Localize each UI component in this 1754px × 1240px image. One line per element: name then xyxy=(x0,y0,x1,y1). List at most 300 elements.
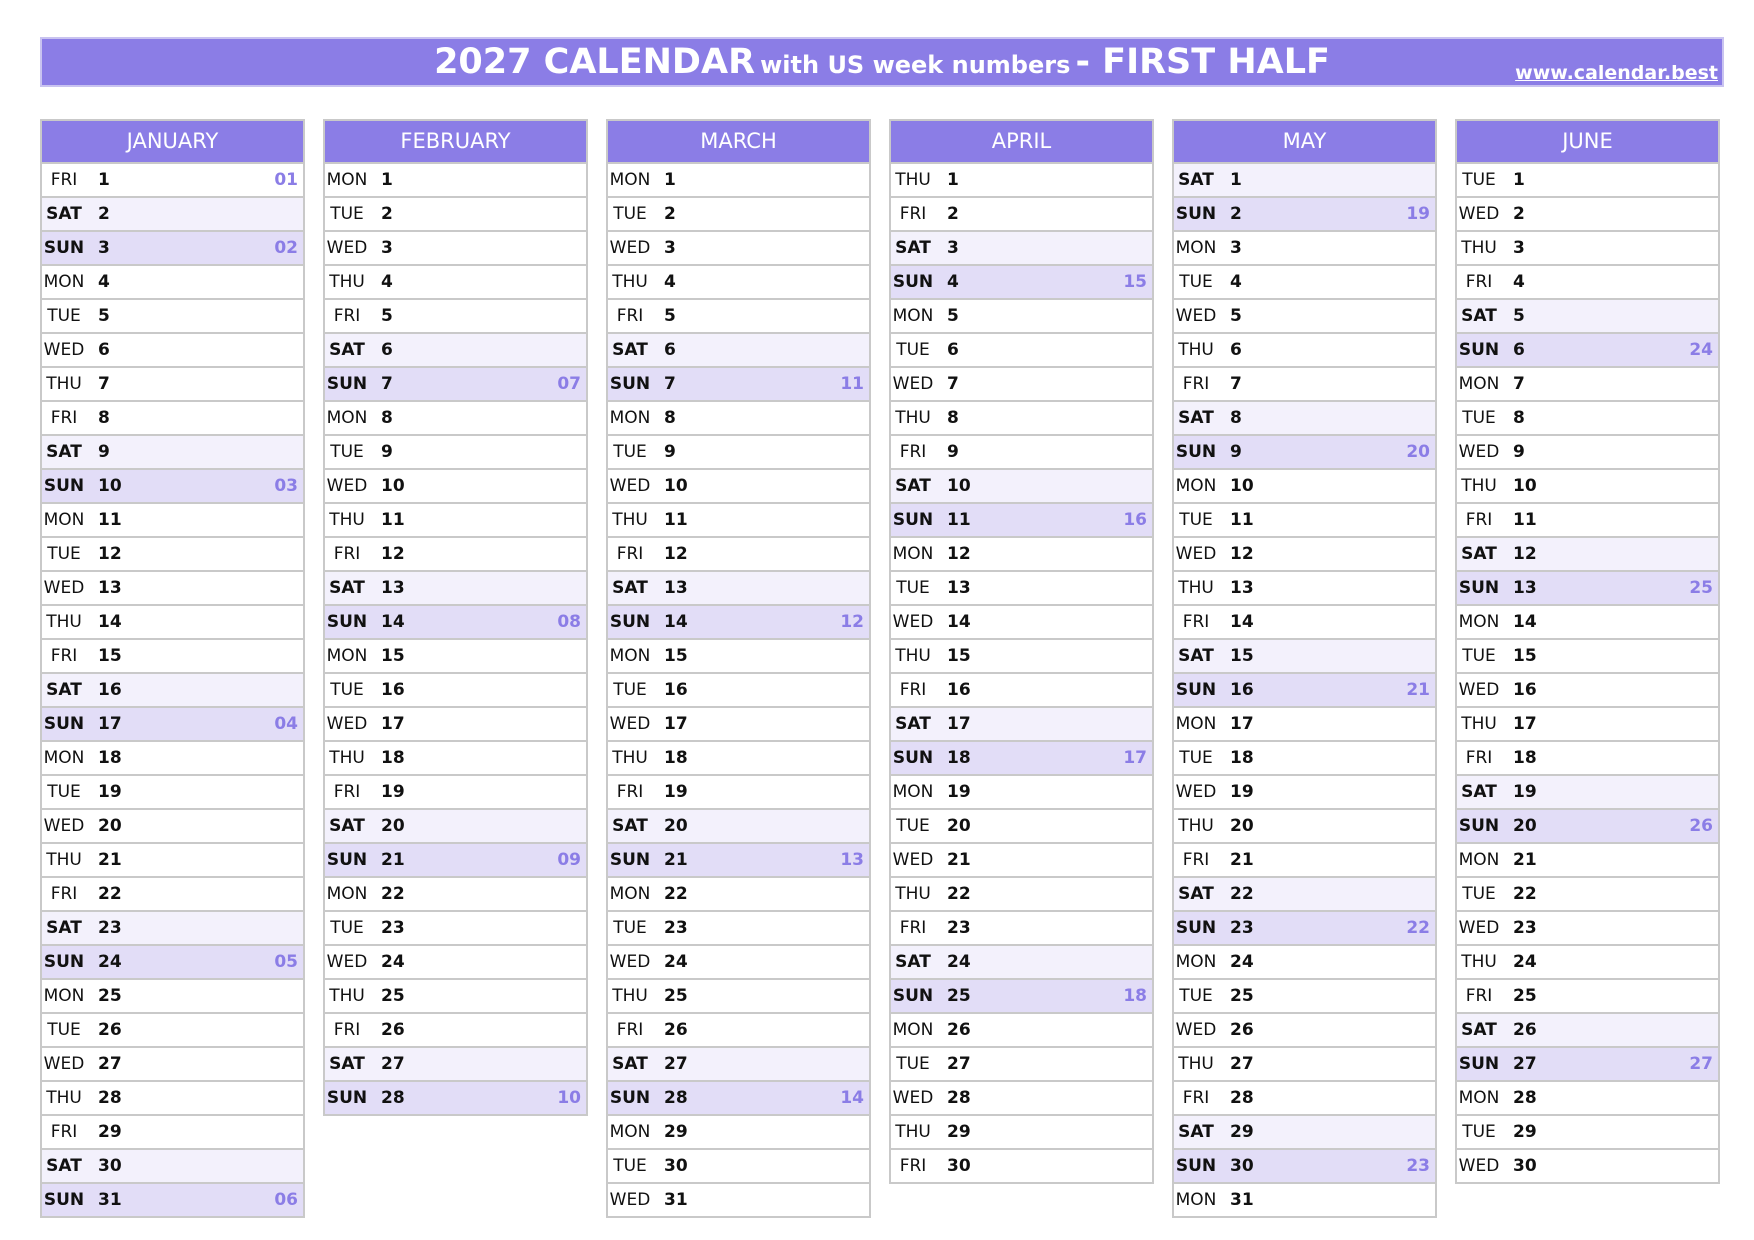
day-number: 4 xyxy=(381,272,393,292)
day-row xyxy=(608,878,869,912)
day-row xyxy=(891,538,1152,572)
day-row xyxy=(1174,1048,1435,1082)
day-row xyxy=(608,742,869,776)
weekday-label: TUE xyxy=(1179,748,1213,768)
weekday-label: WED xyxy=(1458,1156,1500,1176)
weekday-label: TUE xyxy=(330,680,364,700)
day-number: 30 xyxy=(1513,1156,1537,1176)
weekday-label: SUN xyxy=(1175,680,1217,700)
day-number: 16 xyxy=(947,680,971,700)
day-number: 26 xyxy=(947,1020,971,1040)
weekday-label: SUN xyxy=(609,1088,651,1108)
day-number: 23 xyxy=(947,918,971,938)
weekday-label: SUN xyxy=(326,850,368,870)
weekday-label: MON xyxy=(1458,374,1500,394)
weekday-label: SUN xyxy=(43,476,85,496)
day-row xyxy=(42,810,303,844)
day-number: 20 xyxy=(664,816,688,836)
day-number: 18 xyxy=(1230,748,1254,768)
day-number: 10 xyxy=(947,476,971,496)
day-row xyxy=(42,1082,303,1116)
day-row xyxy=(1174,878,1435,912)
weekday-label: SUN xyxy=(326,374,368,394)
day-number: 20 xyxy=(98,816,122,836)
day-row xyxy=(42,232,303,266)
day-number: 25 xyxy=(947,986,971,1006)
week-number: 19 xyxy=(1406,204,1430,224)
day-row xyxy=(891,164,1152,198)
day-row xyxy=(608,912,869,946)
day-number: 17 xyxy=(947,714,971,734)
day-number: 17 xyxy=(1513,714,1537,734)
day-number: 27 xyxy=(947,1054,971,1074)
day-row xyxy=(891,912,1152,946)
day-number: 10 xyxy=(1230,476,1254,496)
day-row xyxy=(608,980,869,1014)
day-number: 8 xyxy=(947,408,959,428)
weekday-label: THU xyxy=(1178,1054,1214,1074)
day-number: 21 xyxy=(1230,850,1254,870)
weekday-label: TUE xyxy=(613,1156,647,1176)
weekday-label: SAT xyxy=(612,340,648,360)
day-number: 11 xyxy=(1230,510,1254,530)
weekday-label: SAT xyxy=(46,680,82,700)
day-number: 15 xyxy=(1513,646,1537,666)
weekday-label: FRI xyxy=(616,544,644,564)
weekday-label: THU xyxy=(46,850,82,870)
day-row xyxy=(325,674,586,708)
day-number: 25 xyxy=(664,986,688,1006)
weekday-label: WED xyxy=(1175,306,1217,326)
weekday-label: SUN xyxy=(1458,340,1500,360)
day-row xyxy=(42,1150,303,1184)
weekday-label: SAT xyxy=(612,816,648,836)
day-number: 10 xyxy=(381,476,405,496)
day-number: 9 xyxy=(947,442,959,462)
day-row xyxy=(1457,436,1718,470)
day-number: 24 xyxy=(98,952,122,972)
day-number: 4 xyxy=(1230,272,1242,292)
week-number: 20 xyxy=(1406,442,1430,462)
day-row xyxy=(608,708,869,742)
day-row xyxy=(891,810,1152,844)
day-row xyxy=(1174,1082,1435,1116)
day-row xyxy=(325,368,586,402)
weekday-label: TUE xyxy=(47,782,81,802)
day-row xyxy=(891,878,1152,912)
weekday-label: TUE xyxy=(613,918,647,938)
day-row xyxy=(608,470,869,504)
day-row xyxy=(42,640,303,674)
day-row xyxy=(608,810,869,844)
day-row xyxy=(1457,1048,1718,1082)
weekday-label: SAT xyxy=(1178,1122,1214,1142)
weekday-label: FRI xyxy=(50,884,78,904)
weekday-label: SUN xyxy=(892,272,934,292)
day-row xyxy=(42,1116,303,1150)
day-row xyxy=(1457,1116,1718,1150)
day-number: 27 xyxy=(1230,1054,1254,1074)
day-row xyxy=(1457,368,1718,402)
day-number: 10 xyxy=(98,476,122,496)
weekday-label: THU xyxy=(612,748,648,768)
day-number: 11 xyxy=(98,510,122,530)
day-number: 1 xyxy=(381,170,393,190)
day-number: 11 xyxy=(1513,510,1537,530)
day-number: 28 xyxy=(664,1088,688,1108)
day-row xyxy=(608,368,869,402)
day-number: 5 xyxy=(947,306,959,326)
day-number: 15 xyxy=(664,646,688,666)
weekday-label: TUE xyxy=(47,306,81,326)
weekday-label: SAT xyxy=(1178,646,1214,666)
weekday-label: THU xyxy=(895,1122,931,1142)
weekday-label: FRI xyxy=(1182,1088,1210,1108)
day-number: 29 xyxy=(1513,1122,1537,1142)
weekday-label: WED xyxy=(43,816,85,836)
weekday-label: MON xyxy=(1458,1088,1500,1108)
day-row xyxy=(608,640,869,674)
day-number: 1 xyxy=(1513,170,1525,190)
day-number: 6 xyxy=(947,340,959,360)
day-row xyxy=(325,606,586,640)
weekday-label: WED xyxy=(326,952,368,972)
weekday-label: WED xyxy=(1175,1020,1217,1040)
weekday-label: SUN xyxy=(1458,578,1500,598)
day-row xyxy=(1174,674,1435,708)
weekday-label: SAT xyxy=(895,952,931,972)
title-half: - FIRST HALF xyxy=(1075,42,1330,82)
weekday-label: TUE xyxy=(613,204,647,224)
day-number: 26 xyxy=(1513,1020,1537,1040)
month-header: JANUARY xyxy=(42,121,303,164)
day-number: 8 xyxy=(1230,408,1242,428)
week-number: 14 xyxy=(840,1088,864,1108)
weekday-label: THU xyxy=(1178,816,1214,836)
day-row xyxy=(1457,402,1718,436)
day-row xyxy=(1174,164,1435,198)
weekday-label: THU xyxy=(329,748,365,768)
week-number: 06 xyxy=(274,1190,298,1210)
day-row xyxy=(891,572,1152,606)
day-number: 8 xyxy=(98,408,110,428)
day-number: 25 xyxy=(98,986,122,1006)
day-number: 12 xyxy=(947,544,971,564)
website-link[interactable]: www.calendar.best xyxy=(1515,62,1718,84)
weekday-label: MON xyxy=(43,748,85,768)
weekday-label: WED xyxy=(43,1054,85,1074)
day-row xyxy=(325,640,586,674)
day-number: 12 xyxy=(1230,544,1254,564)
weekday-label: TUE xyxy=(330,442,364,462)
day-row xyxy=(42,1048,303,1082)
weekday-label: SAT xyxy=(1461,544,1497,564)
day-row xyxy=(325,470,586,504)
day-number: 24 xyxy=(947,952,971,972)
weekday-label: SUN xyxy=(892,986,934,1006)
day-row xyxy=(608,402,869,436)
week-number: 12 xyxy=(840,612,864,632)
day-row xyxy=(42,470,303,504)
day-row xyxy=(891,402,1152,436)
weekday-label: THU xyxy=(1178,578,1214,598)
day-number: 31 xyxy=(1230,1190,1254,1210)
weekday-label: FRI xyxy=(1182,850,1210,870)
weekday-label: FRI xyxy=(333,782,361,802)
week-number: 03 xyxy=(274,476,298,496)
weekday-label: SUN xyxy=(1458,816,1500,836)
day-row xyxy=(608,1048,869,1082)
weekday-label: TUE xyxy=(896,578,930,598)
day-row xyxy=(1457,1150,1718,1182)
day-number: 3 xyxy=(1513,238,1525,258)
day-number: 25 xyxy=(1513,986,1537,1006)
month-june xyxy=(1455,119,1720,1184)
day-row xyxy=(325,300,586,334)
day-number: 20 xyxy=(381,816,405,836)
day-row xyxy=(1457,810,1718,844)
day-row xyxy=(891,776,1152,810)
day-number: 10 xyxy=(664,476,688,496)
day-number: 4 xyxy=(1513,272,1525,292)
month-april xyxy=(889,119,1154,1184)
day-row xyxy=(1457,504,1718,538)
week-number: 15 xyxy=(1123,272,1147,292)
day-number: 1 xyxy=(664,170,676,190)
month-february xyxy=(323,119,588,1116)
weekday-label: FRI xyxy=(899,204,927,224)
day-row xyxy=(42,980,303,1014)
day-row xyxy=(608,1014,869,1048)
weekday-label: THU xyxy=(1461,476,1497,496)
day-number: 31 xyxy=(664,1190,688,1210)
weekday-label: WED xyxy=(892,612,934,632)
weekday-label: WED xyxy=(1175,544,1217,564)
weekday-label: SAT xyxy=(1178,408,1214,428)
day-row xyxy=(1174,504,1435,538)
day-row xyxy=(325,1048,586,1082)
weekday-label: MON xyxy=(1175,714,1217,734)
day-row xyxy=(325,980,586,1014)
week-number: 24 xyxy=(1689,340,1713,360)
weekday-label: WED xyxy=(892,850,934,870)
day-row xyxy=(42,776,303,810)
weekday-label: THU xyxy=(895,884,931,904)
weekday-label: TUE xyxy=(47,544,81,564)
weekday-label: WED xyxy=(1175,782,1217,802)
weekday-label: THU xyxy=(1461,952,1497,972)
day-number: 1 xyxy=(98,170,110,190)
weekday-label: WED xyxy=(326,714,368,734)
day-number: 20 xyxy=(1513,816,1537,836)
day-number: 6 xyxy=(98,340,110,360)
day-number: 15 xyxy=(1230,646,1254,666)
weekday-label: TUE xyxy=(1179,510,1213,530)
day-row xyxy=(1457,878,1718,912)
weekday-label: MON xyxy=(326,170,368,190)
day-number: 15 xyxy=(381,646,405,666)
day-number: 21 xyxy=(381,850,405,870)
weekday-label: TUE xyxy=(1462,170,1496,190)
weekday-label: SAT xyxy=(895,238,931,258)
day-number: 6 xyxy=(1513,340,1525,360)
month-header: JUNE xyxy=(1457,121,1718,164)
weekday-label: MON xyxy=(43,272,85,292)
day-number: 19 xyxy=(98,782,122,802)
day-row xyxy=(1174,606,1435,640)
day-row xyxy=(891,436,1152,470)
day-row xyxy=(1174,266,1435,300)
day-number: 2 xyxy=(98,204,110,224)
week-number: 27 xyxy=(1689,1054,1713,1074)
weekday-label: WED xyxy=(609,1190,651,1210)
week-number: 01 xyxy=(274,170,298,190)
weekday-label: FRI xyxy=(333,306,361,326)
weekday-label: SAT xyxy=(329,340,365,360)
day-number: 11 xyxy=(664,510,688,530)
day-number: 22 xyxy=(381,884,405,904)
week-number: 22 xyxy=(1406,918,1430,938)
weekday-label: MON xyxy=(1175,1190,1217,1210)
weekday-label: THU xyxy=(612,510,648,530)
day-number: 31 xyxy=(98,1190,122,1210)
day-number: 23 xyxy=(381,918,405,938)
day-row xyxy=(608,504,869,538)
weekday-label: MON xyxy=(1175,238,1217,258)
day-row xyxy=(608,674,869,708)
day-row xyxy=(42,708,303,742)
month-header: APRIL xyxy=(891,121,1152,164)
weekday-label: SUN xyxy=(609,612,651,632)
weekday-label: TUE xyxy=(1462,884,1496,904)
day-row xyxy=(608,572,869,606)
week-number: 23 xyxy=(1406,1156,1430,1176)
weekday-label: SAT xyxy=(895,714,931,734)
day-row xyxy=(325,742,586,776)
day-number: 7 xyxy=(381,374,393,394)
weekday-label: FRI xyxy=(899,442,927,462)
day-number: 28 xyxy=(1230,1088,1254,1108)
day-row xyxy=(1174,980,1435,1014)
weekday-label: WED xyxy=(892,374,934,394)
day-row xyxy=(1174,402,1435,436)
weekday-label: WED xyxy=(326,476,368,496)
day-number: 16 xyxy=(1230,680,1254,700)
day-row xyxy=(608,1150,869,1184)
weekday-label: FRI xyxy=(50,1122,78,1142)
weekday-label: MON xyxy=(326,884,368,904)
weekday-label: FRI xyxy=(1465,986,1493,1006)
day-number: 26 xyxy=(381,1020,405,1040)
day-number: 2 xyxy=(664,204,676,224)
day-row xyxy=(891,368,1152,402)
weekday-label: WED xyxy=(43,578,85,598)
weekday-label: SUN xyxy=(1458,1054,1500,1074)
weekday-label: FRI xyxy=(616,1020,644,1040)
day-number: 27 xyxy=(1513,1054,1537,1074)
weekday-label: THU xyxy=(1178,340,1214,360)
day-row xyxy=(325,266,586,300)
day-number: 29 xyxy=(98,1122,122,1142)
weekday-label: MON xyxy=(892,1020,934,1040)
day-row xyxy=(608,266,869,300)
weekday-label: TUE xyxy=(896,340,930,360)
day-row xyxy=(891,1082,1152,1116)
weekday-label: THU xyxy=(612,272,648,292)
day-number: 10 xyxy=(1513,476,1537,496)
weekday-label: SAT xyxy=(46,442,82,462)
day-number: 3 xyxy=(381,238,393,258)
day-row xyxy=(1174,232,1435,266)
weekday-label: SAT xyxy=(1178,170,1214,190)
weekday-label: MON xyxy=(326,408,368,428)
week-number: 26 xyxy=(1689,816,1713,836)
day-row xyxy=(325,436,586,470)
day-row xyxy=(891,844,1152,878)
day-row xyxy=(891,300,1152,334)
day-row xyxy=(891,470,1152,504)
day-row xyxy=(891,232,1152,266)
day-number: 16 xyxy=(381,680,405,700)
weekday-label: SUN xyxy=(43,1190,85,1210)
day-row xyxy=(42,436,303,470)
weekday-label: THU xyxy=(895,646,931,666)
day-row xyxy=(608,436,869,470)
day-row xyxy=(42,402,303,436)
weekday-label: THU xyxy=(895,408,931,428)
day-number: 26 xyxy=(664,1020,688,1040)
day-number: 3 xyxy=(664,238,676,258)
day-number: 15 xyxy=(98,646,122,666)
weekday-label: MON xyxy=(892,544,934,564)
weekday-label: TUE xyxy=(47,1020,81,1040)
day-number: 12 xyxy=(1513,544,1537,564)
day-number: 14 xyxy=(947,612,971,632)
day-row xyxy=(325,1014,586,1048)
day-row xyxy=(42,742,303,776)
day-number: 24 xyxy=(664,952,688,972)
weekday-label: TUE xyxy=(330,918,364,938)
day-number: 7 xyxy=(947,374,959,394)
weekday-label: SAT xyxy=(329,816,365,836)
day-row xyxy=(608,334,869,368)
weekday-label: TUE xyxy=(896,1054,930,1074)
day-row xyxy=(1174,1014,1435,1048)
day-row xyxy=(891,674,1152,708)
weekday-label: SUN xyxy=(892,748,934,768)
day-number: 8 xyxy=(664,408,676,428)
day-row xyxy=(1174,334,1435,368)
day-row xyxy=(325,402,586,436)
day-row xyxy=(325,946,586,980)
day-number: 2 xyxy=(947,204,959,224)
day-number: 14 xyxy=(381,612,405,632)
weekday-label: WED xyxy=(326,238,368,258)
day-row xyxy=(1457,470,1718,504)
weekday-label: TUE xyxy=(330,204,364,224)
day-number: 8 xyxy=(381,408,393,428)
day-row xyxy=(1174,1184,1435,1216)
week-number: 04 xyxy=(274,714,298,734)
weekday-label: MON xyxy=(609,1122,651,1142)
day-number: 4 xyxy=(98,272,110,292)
weekday-label: SUN xyxy=(1175,918,1217,938)
day-number: 28 xyxy=(381,1088,405,1108)
day-number: 3 xyxy=(947,238,959,258)
day-row xyxy=(1174,946,1435,980)
weekday-label: FRI xyxy=(1182,374,1210,394)
day-row xyxy=(1457,844,1718,878)
